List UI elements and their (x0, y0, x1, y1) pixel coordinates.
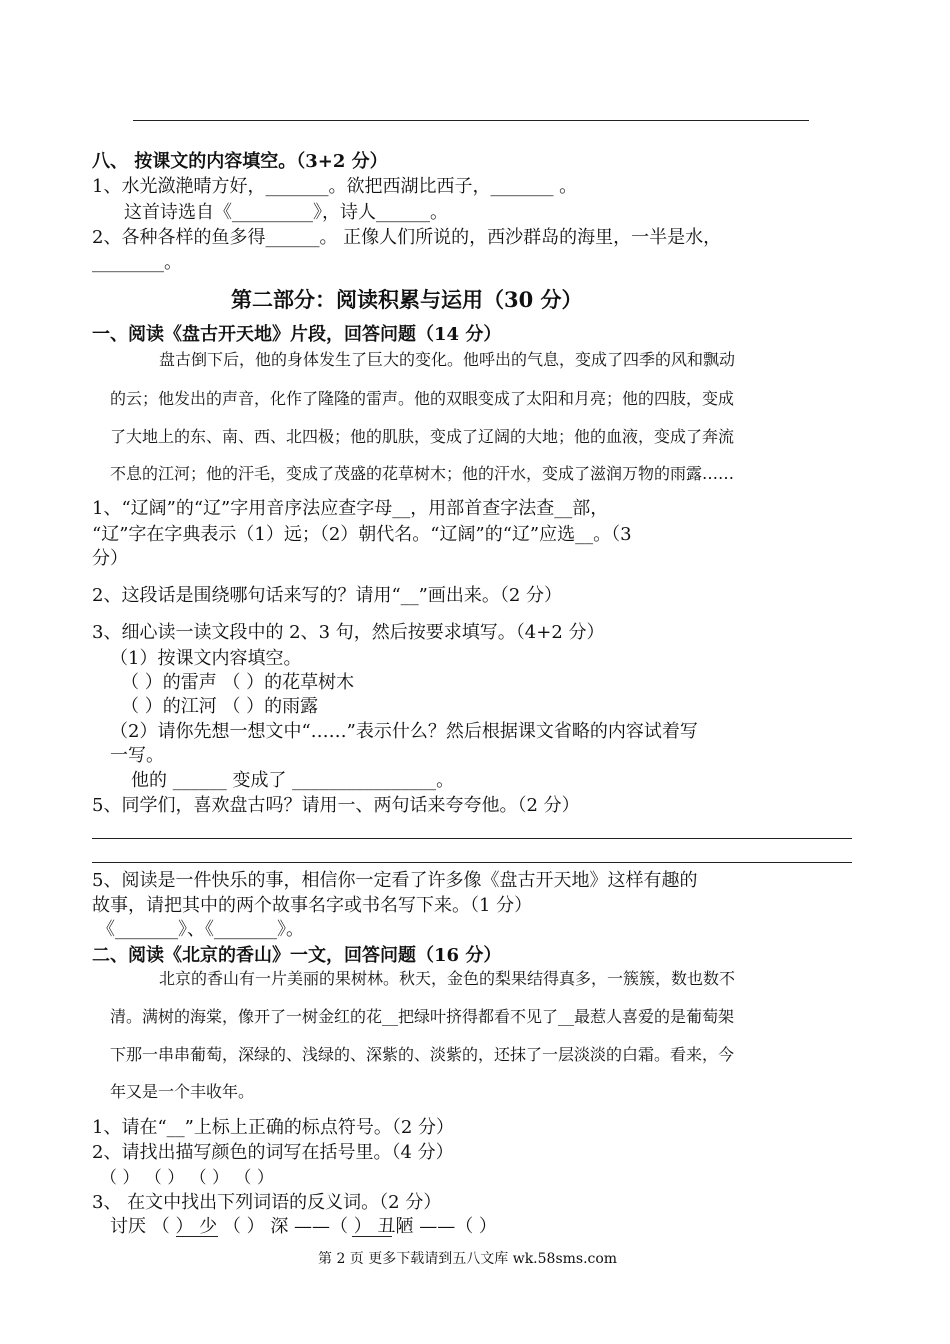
reading1-q5b-line2: 故事，请把其中的两个故事名字或书名写下来。（1 分） (92, 895, 533, 916)
sec8-q2-line1: 2、各种各样的鱼多得______。 正像人们所说的，西沙群岛的海里，一半是水， (92, 227, 722, 248)
top-rule (133, 120, 809, 121)
reading2-q3: 3、 在文中找出下列词语的反义词。（2 分） (92, 1192, 442, 1213)
reading2-q2: 2、请找出描写颜色的词写在括号里。（4 分） (92, 1142, 454, 1163)
page-footer: 第 2 页 更多下载请到五八文库 wk.58sms.com (318, 1251, 618, 1267)
reading2-heading: 二、阅读《北京的香山》一文，回答问题（16 分） (92, 945, 502, 966)
reading1-passage-line: 了大地上的东、南、西、北四极；他的肌肤，变成了辽阔的大地；他的血液，变成了奔流 (110, 427, 735, 446)
reading1-q3-sub1: （1）按课文内容填空。 (110, 648, 302, 669)
reading1-q1-line3: 分） (92, 548, 128, 569)
reading1-passage-line: 不息的江河；他的汗毛，变成了茂盛的花草树木；他的汗水，变成了滋润万物的雨露…… (110, 464, 735, 483)
sec8-q1-line1: 1、水光潋滟晴方好，_______。欲把西湖比西子，_______ 。 (92, 176, 578, 197)
reading1-q3-blank-row: （ ）的雷声 （ ）的花草树木 (121, 672, 355, 693)
reading2-passage-line: 下那一串串葡萄，深绿的、浅绿的、深紫的、淡紫的，还抹了一层淡淡的白霜。看来，今 (110, 1045, 735, 1064)
antonym-underline (352, 1236, 392, 1237)
part2-title: 第二部分：阅读积累与运用（30 分） (231, 287, 583, 312)
answer-line (92, 862, 852, 863)
answer-line (92, 838, 852, 839)
reading1-q2: 2、这段话是围绕哪句话来写的？请用“__”画出来。（2 分） (92, 585, 563, 606)
reading1-passage-line: 盘古倒下后，他的身体发生了巨大的变化。他呼出的气息，变成了四季的风和飘动 (159, 350, 736, 369)
reading1-q5: 5、同学们，喜欢盘古吗？请用一、两句话来夸夸他。（2 分） (92, 795, 580, 816)
reading1-heading: 一、阅读《盘古开天地》片段，回答问题（14 分） (92, 324, 502, 345)
reading2-q3-antonyms: 讨厌 （ ） 少 （ ） 深 ——（ ） 丑陋 ——（ ） (110, 1216, 497, 1237)
reading2-passage-line: 清。满树的海棠，像开了一树金红的花__把绿叶挤得都看不见了__最惹人喜爱的是葡萄架 (110, 1007, 735, 1026)
reading1-passage-line: 的云；他发出的声音，化作了隆隆的雷声。他的双眼变成了太阳和月亮；他的四肢，变成 (110, 389, 735, 408)
reading1-q5b-line3: 《_______》、《_______》。 (97, 919, 304, 940)
reading1-q5b-line1: 5、阅读是一件快乐的事，相信你一定看了许多像《盘古开天地》这样有趣的 (92, 870, 698, 891)
sec8-q1-line2: 这首诗选自《_________》，诗人______。 (124, 202, 448, 223)
reading1-q1-line1: 1、“辽阔”的“辽”字用音序法应查字母__，用部首查字法查__部， (92, 498, 609, 519)
reading1-q1-line2: “辽”字在字典表示（1）远；（2）朝代名。“辽阔”的“辽”应选__。（3 (92, 524, 632, 545)
section-8-heading: 八、 按课文的内容填空。（3+2 分） (92, 151, 388, 172)
reading1-q3-blank-row: （ ）的江河 （ ）的雨露 (121, 696, 319, 717)
reading2-q1: 1、请在“__”上标上正确的标点符号。（2 分） (92, 1117, 455, 1138)
reading1-q3: 3、细心读一读文段中的 2、3 句，然后按要求填写。（4+2 分） (92, 622, 605, 643)
sec8-q2-line2: ________。 (92, 252, 182, 273)
reading1-q3-fill: 他的 ______ 变成了 ________________。 (131, 770, 455, 791)
reading2-passage-line: 年又是一个丰收年。 (110, 1082, 255, 1101)
reading1-q3-sub2-line2: 一写。 (110, 745, 164, 766)
reading2-passage-line: 北京的香山有一片美丽的果树林。秋天，金色的梨果结得真多，一簇簇，数也数不 (159, 969, 736, 988)
reading1-q3-sub2-line1: （2）请你先想一想文中“……”表示什么？然后根据课文省略的内容试着写 (110, 721, 698, 742)
antonym-underline (176, 1236, 218, 1237)
reading2-q2-blanks: （ ） （ ） （ ） （ ） (100, 1168, 274, 1188)
